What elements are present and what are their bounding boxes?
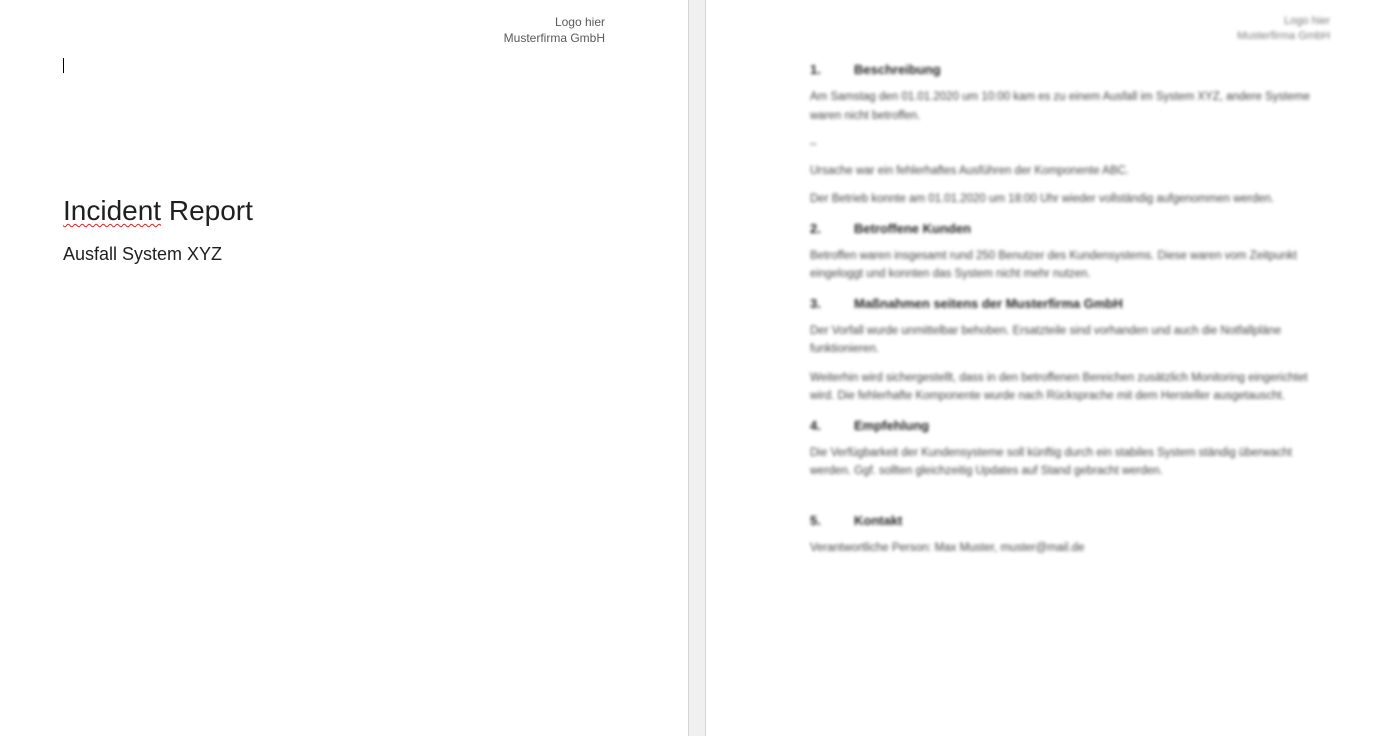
paragraph: Die Verfügbarkeit der Kundensysteme soll künftig durch ein stabiles System ständig überwacht werden. Ggf. sollten gleichzeitig Updates auf Stand gebracht werden. <box>810 446 1292 477</box>
header-company-name: Musterfirma GmbH <box>503 31 605 45</box>
paragraph: Betroffen waren insgesamt rund 250 Benutzer des Kundensystems. Diese waren vom Zeitpunkt eingeloggt und konnten das System nicht mehr nutzen. <box>810 249 1297 280</box>
section-heading: 3. Maßnahmen seitens der Musterfirma GmbH <box>810 295 1123 311</box>
document-page-1[interactable] <box>0 0 688 736</box>
section-heading: 2. Betroffene Kunden <box>810 220 971 236</box>
page-gutter <box>688 0 706 736</box>
paragraph: Am Samstag den 01.01.2020 um 10:00 kam es zu einem Ausfall im System XYZ, andere Systeme waren nicht betroffen. <box>810 91 1310 122</box>
section-heading: 5. Kontakt <box>810 512 903 528</box>
title-word[interactable]: Report <box>168 195 253 226</box>
page-header <box>504 14 605 46</box>
page-header <box>1237 14 1330 44</box>
document-title[interactable] <box>63 192 253 230</box>
section-heading: 1. Beschreibung <box>810 62 941 77</box>
title-word-spellcheck[interactable]: Incident <box>63 195 162 226</box>
paragraph: Weiterhin wird sichergestellt, dass in den betroffenen Bereichen zusätzlich Monitoring eingerichtet wird. Die fehlerhafte Komponente wurde nach Rücksprache mit dem Hersteller ausgetauscht. <box>810 371 1308 402</box>
header-company-name: Musterfirma GmbH <box>1237 30 1330 42</box>
header-logo-placeholder: Logo hier <box>554 15 605 29</box>
header-logo-placeholder: Logo hier <box>1284 15 1330 27</box>
page-body <box>810 56 1320 567</box>
section-heading: 4. Empfehlung <box>810 417 930 433</box>
paragraph: Ursache war ein fehlerhaftes Ausführen der Komponente ABC. <box>810 164 1129 177</box>
paragraph: Verantwortliche Person: Max Muster, muster@mail.de <box>810 541 1085 554</box>
text-cursor <box>63 58 64 73</box>
paragraph: Der Betrieb konnte am 01.01.2020 um 18:00 Uhr wieder vollständig aufgenommen werden. <box>810 193 1275 205</box>
document-page-2[interactable] <box>706 0 1382 736</box>
paragraph: – <box>810 138 817 150</box>
paragraph: Der Vorfall wurde unmittelbar behoben. Ersatzteile sind vorhanden und auch die Notfallpläne funktionieren. <box>810 324 1282 355</box>
document-subtitle[interactable]: Ausfall System XYZ <box>63 244 223 264</box>
